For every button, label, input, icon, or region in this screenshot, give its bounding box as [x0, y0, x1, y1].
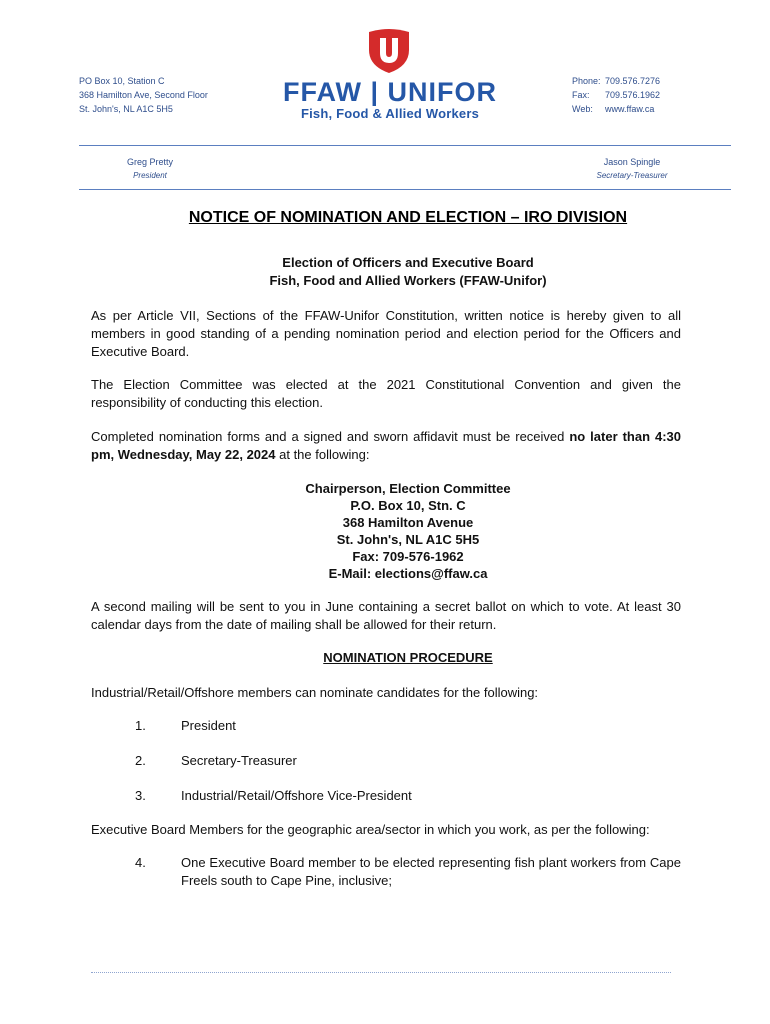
officer-president	[100, 156, 200, 182]
logo-subtitle: Fish, Food & Allied Workers	[300, 106, 480, 121]
subtitle-line: Fish, Food and Allied Workers (FFAW-Unifor)	[269, 273, 547, 288]
paragraph-second-mailing: A second mailing will be sent to you in June containing a secret ballot on which to vote. At least 30 calendar days from the date of mailing shall be allowed for their return.	[91, 599, 681, 632]
notice-title: NOTICE OF NOMINATION AND ELECTION – IRO DIVISION	[188, 209, 628, 226]
paragraph-article: As per Article VII, Sections of the FFAW-Unifor Constitution, written notice is hereby given to all members in good standing of a pending nomination period and election period for the Officers and Executive Board.	[91, 308, 681, 359]
ffaw-unifor-logo	[270, 76, 510, 106]
address-line: 368 Hamilton Ave, Second Floor	[79, 90, 208, 100]
logo-wordmark: FFAW | UNIFOR	[282, 77, 498, 106]
deadline-text-end: at the following:	[275, 447, 370, 462]
address-line: St. John's, NL A1C 5H5	[79, 104, 173, 114]
contact-value: 709.576.7276	[605, 76, 661, 86]
mailing-line: Fax: 709-576-1962	[352, 549, 464, 564]
contact-info	[572, 74, 660, 116]
header-divider	[79, 145, 731, 146]
deadline-date: no later than 4:30 pm, Wednesday, May 22, 2024	[91, 429, 681, 462]
board-intro: Executive Board Members for the geographic area/sector in which you work, as per the following:	[91, 822, 650, 837]
contact-phone	[572, 74, 660, 88]
nomination-procedure-heading: NOMINATION PROCEDURE	[323, 650, 493, 665]
item-text: Secretary-Treasurer	[181, 753, 297, 768]
contact-value[interactable]: www.ffaw.ca	[605, 104, 655, 114]
list-item	[135, 854, 681, 890]
item-text: Industrial/Retail/Offshore Vice-President	[181, 788, 412, 803]
mailing-email[interactable]: E-Mail: elections@ffaw.ca	[328, 566, 488, 581]
item-number: 4.	[135, 855, 146, 870]
unifor-shield-logo	[365, 26, 413, 74]
officer-role: President	[133, 171, 167, 180]
mailing-address-block	[91, 480, 725, 582]
contact-fax	[572, 88, 660, 102]
officer-role: Secretary-Treasurer	[596, 171, 668, 180]
contact-label: Fax:	[572, 90, 590, 100]
item-number: 2.	[135, 753, 146, 768]
list-item	[135, 787, 681, 805]
item-number: 1.	[135, 718, 146, 733]
mailing-line: 368 Hamilton Avenue	[342, 515, 474, 530]
paragraph-committee: The Election Committee was elected at the 2021 Constitutional Convention and given the responsibility of conducting this election.	[91, 377, 681, 410]
contact-value: 709.576.1962	[605, 90, 661, 100]
contact-web	[572, 102, 660, 116]
mailing-line: St. John's, NL A1C 5H5	[336, 532, 480, 547]
officer-name: Jason Spingle	[603, 157, 661, 167]
subtitle-line: Election of Officers and Executive Board	[282, 255, 534, 270]
union-address	[79, 74, 208, 116]
paragraph-deadline	[91, 428, 681, 464]
mailing-line: P.O. Box 10, Stn. C	[350, 498, 466, 513]
deadline-text: Completed nomination forms and a signed and sworn affidavit must be received	[91, 429, 570, 444]
item-text: President	[181, 718, 236, 733]
item-text: One Executive Board member to be elected representing fish plant workers from Cape Freels south to Cape Pine, inclusive;	[181, 855, 681, 888]
officer-secretary-treasurer	[582, 156, 682, 182]
footer-divider	[91, 972, 671, 973]
list-item	[135, 752, 681, 770]
list-item	[135, 717, 681, 735]
contact-label: Phone:	[572, 76, 601, 86]
item-number: 3.	[135, 788, 146, 803]
positions-intro: Industrial/Retail/Offshore members can nominate candidates for the following:	[91, 685, 539, 700]
mailing-line: Chairperson, Election Committee	[305, 481, 511, 496]
officer-name: Greg Pretty	[126, 157, 173, 167]
officers-divider	[79, 189, 731, 190]
contact-label: Web:	[572, 104, 593, 114]
address-line: PO Box 10, Station C	[79, 76, 165, 86]
notice-subtitle	[91, 254, 725, 290]
